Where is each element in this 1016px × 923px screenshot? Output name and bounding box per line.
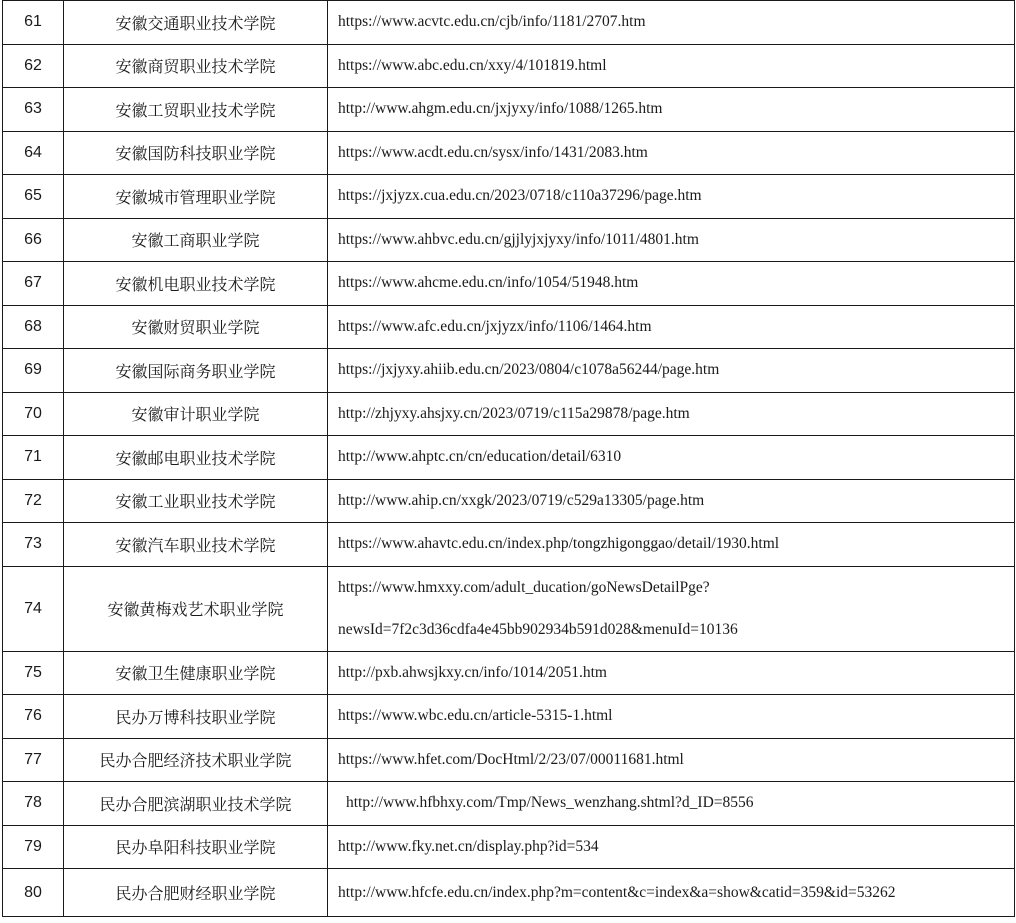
- row-number: 74: [3, 566, 64, 651]
- notice-url[interactable]: [328, 305, 1015, 349]
- college-name: 安徽交通职业技术学院: [64, 1, 328, 45]
- table-row: [3, 218, 1015, 262]
- url-text-line-2[interactable]: newsId=7f2c3d36cdfa4e45bb902934b591d028&menuId=10136: [338, 620, 738, 638]
- college-name: 安徽汽车职业技术学院: [64, 523, 328, 567]
- row-number: 71: [3, 436, 64, 480]
- college-name: 安徽工商职业学院: [64, 218, 328, 262]
- notice-url[interactable]: [328, 349, 1015, 393]
- url-text[interactable]: https://jxjyzx.cua.edu.cn/2023/0718/c110a37296/page.htm: [338, 187, 702, 205]
- notice-url[interactable]: [328, 392, 1015, 436]
- row-number: 69: [3, 349, 64, 393]
- notice-url[interactable]: [328, 436, 1015, 480]
- table-row: [3, 44, 1015, 88]
- row-number: 68: [3, 305, 64, 349]
- table-row: [3, 436, 1015, 480]
- college-name: 民办合肥财经职业学院: [64, 869, 328, 917]
- table-row: [3, 738, 1015, 782]
- url-text[interactable]: https://www.ahcme.edu.cn/info/1054/51948.htm: [338, 274, 639, 292]
- url-text[interactable]: http://www.ahip.cn/xxgk/2023/0719/c529a13305/page.htm: [338, 491, 705, 509]
- college-name: 安徽卫生健康职业学院: [64, 651, 328, 695]
- row-number: 66: [3, 218, 64, 262]
- notice-url[interactable]: [328, 479, 1015, 523]
- college-name: 安徽财贸职业学院: [64, 305, 328, 349]
- notice-url[interactable]: [328, 523, 1015, 567]
- college-name: 民办阜阳科技职业学院: [64, 825, 328, 869]
- notice-url[interactable]: [328, 651, 1015, 695]
- table-row: [3, 88, 1015, 132]
- table-row: [3, 782, 1015, 826]
- notice-url[interactable]: [328, 566, 1015, 651]
- college-name: 安徽工贸职业技术学院: [64, 88, 328, 132]
- notice-url[interactable]: [328, 175, 1015, 219]
- row-number: 70: [3, 392, 64, 436]
- url-text[interactable]: http://pxb.ahwsjkxy.cn/info/1014/2051.htm: [338, 663, 607, 681]
- row-number: 79: [3, 825, 64, 869]
- college-name: 安徽黄梅戏艺术职业学院: [64, 566, 328, 651]
- url-text[interactable]: http://zhjyxy.ahsjxy.cn/2023/0719/c115a29878/page.htm: [338, 404, 690, 422]
- college-name: 安徽审计职业学院: [64, 392, 328, 436]
- url-text[interactable]: https://www.hfet.com/DocHtml/2/23/07/00011681.html: [338, 750, 684, 768]
- row-number: 80: [3, 869, 64, 917]
- notice-url[interactable]: [328, 782, 1015, 826]
- row-number: 78: [3, 782, 64, 826]
- college-name: 安徽城市管理职业学院: [64, 175, 328, 219]
- url-text[interactable]: https://www.acvtc.edu.cn/cjb/info/1181/2707.htm: [338, 13, 646, 31]
- college-name: 安徽机电职业技术学院: [64, 262, 328, 306]
- url-text[interactable]: http://www.hfcfe.edu.cn/index.php?m=content&c=index&a=show&catid=359&id=53262: [338, 883, 896, 901]
- notice-url[interactable]: [328, 869, 1015, 917]
- url-text[interactable]: http://www.ahgm.edu.cn/jxjyxy/info/1088/1265.htm: [338, 100, 663, 118]
- table-body: [3, 1, 1015, 917]
- row-number: 65: [3, 175, 64, 219]
- table-row: [3, 131, 1015, 175]
- notice-url[interactable]: [328, 131, 1015, 175]
- notice-url[interactable]: [328, 262, 1015, 306]
- table-row: [3, 392, 1015, 436]
- row-number: 72: [3, 479, 64, 523]
- url-text-line-1[interactable]: https://www.hmxxy.com/adult_ducation/goNewsDetailPge?: [338, 578, 710, 596]
- url-text[interactable]: https://www.ahbvc.edu.cn/gjjlyjxjyxy/info/1011/4801.htm: [338, 230, 699, 248]
- url-text[interactable]: https://www.abc.edu.cn/xxy/4/101819.html: [338, 56, 607, 74]
- row-number: 76: [3, 695, 64, 739]
- table-row: [3, 566, 1015, 651]
- college-name: 安徽国际商务职业学院: [64, 349, 328, 393]
- college-name: 安徽商贸职业技术学院: [64, 44, 328, 88]
- row-number: 62: [3, 44, 64, 88]
- college-name: 安徽邮电职业技术学院: [64, 436, 328, 480]
- url-text[interactable]: https://www.wbc.edu.cn/article-5315-1.html: [338, 707, 613, 725]
- table-row: [3, 523, 1015, 567]
- row-number: 75: [3, 651, 64, 695]
- url-text[interactable]: http://www.ahptc.cn/cn/education/detail/6310: [338, 448, 622, 466]
- notice-url[interactable]: [328, 695, 1015, 739]
- row-number: 73: [3, 523, 64, 567]
- notice-url[interactable]: [328, 218, 1015, 262]
- url-text[interactable]: http://www.fky.net.cn/display.php?id=534: [338, 837, 599, 855]
- row-number: 61: [3, 1, 64, 45]
- url-text[interactable]: https://jxjyxy.ahiib.edu.cn/2023/0804/c1078a56244/page.htm: [338, 361, 720, 379]
- row-number: 67: [3, 262, 64, 306]
- notice-url[interactable]: [328, 88, 1015, 132]
- url-text[interactable]: http://www.hfbhxy.com/Tmp/News_wenzhang.shtml?d_ID=8556: [346, 794, 754, 812]
- notice-url[interactable]: [328, 44, 1015, 88]
- table-row: [3, 349, 1015, 393]
- url-text[interactable]: https://www.ahavtc.edu.cn/index.php/tongzhigonggao/detail/1930.html: [338, 535, 780, 553]
- college-name: 安徽国防科技职业学院: [64, 131, 328, 175]
- table-row: [3, 175, 1015, 219]
- table-row: [3, 479, 1015, 523]
- url-text[interactable]: https://www.afc.edu.cn/jxjyzx/info/1106/1464.htm: [338, 317, 652, 335]
- college-name: 民办万博科技职业学院: [64, 695, 328, 739]
- table-row: [3, 695, 1015, 739]
- row-number: 77: [3, 738, 64, 782]
- table-row: [3, 262, 1015, 306]
- college-name: 民办合肥滨湖职业技术学院: [64, 782, 328, 826]
- notice-url[interactable]: [328, 825, 1015, 869]
- row-number: 64: [3, 131, 64, 175]
- row-number: 63: [3, 88, 64, 132]
- table-row: [3, 1, 1015, 45]
- table-row: [3, 305, 1015, 349]
- url-text[interactable]: https://www.acdt.edu.cn/sysx/info/1431/2083.htm: [338, 143, 648, 161]
- table-row: [3, 869, 1015, 917]
- college-url-table: [2, 0, 1015, 917]
- notice-url[interactable]: [328, 1, 1015, 45]
- notice-url[interactable]: [328, 738, 1015, 782]
- college-name: 民办合肥经济技术职业学院: [64, 738, 328, 782]
- table-row: [3, 651, 1015, 695]
- table-row: [3, 825, 1015, 869]
- college-name: 安徽工业职业技术学院: [64, 479, 328, 523]
